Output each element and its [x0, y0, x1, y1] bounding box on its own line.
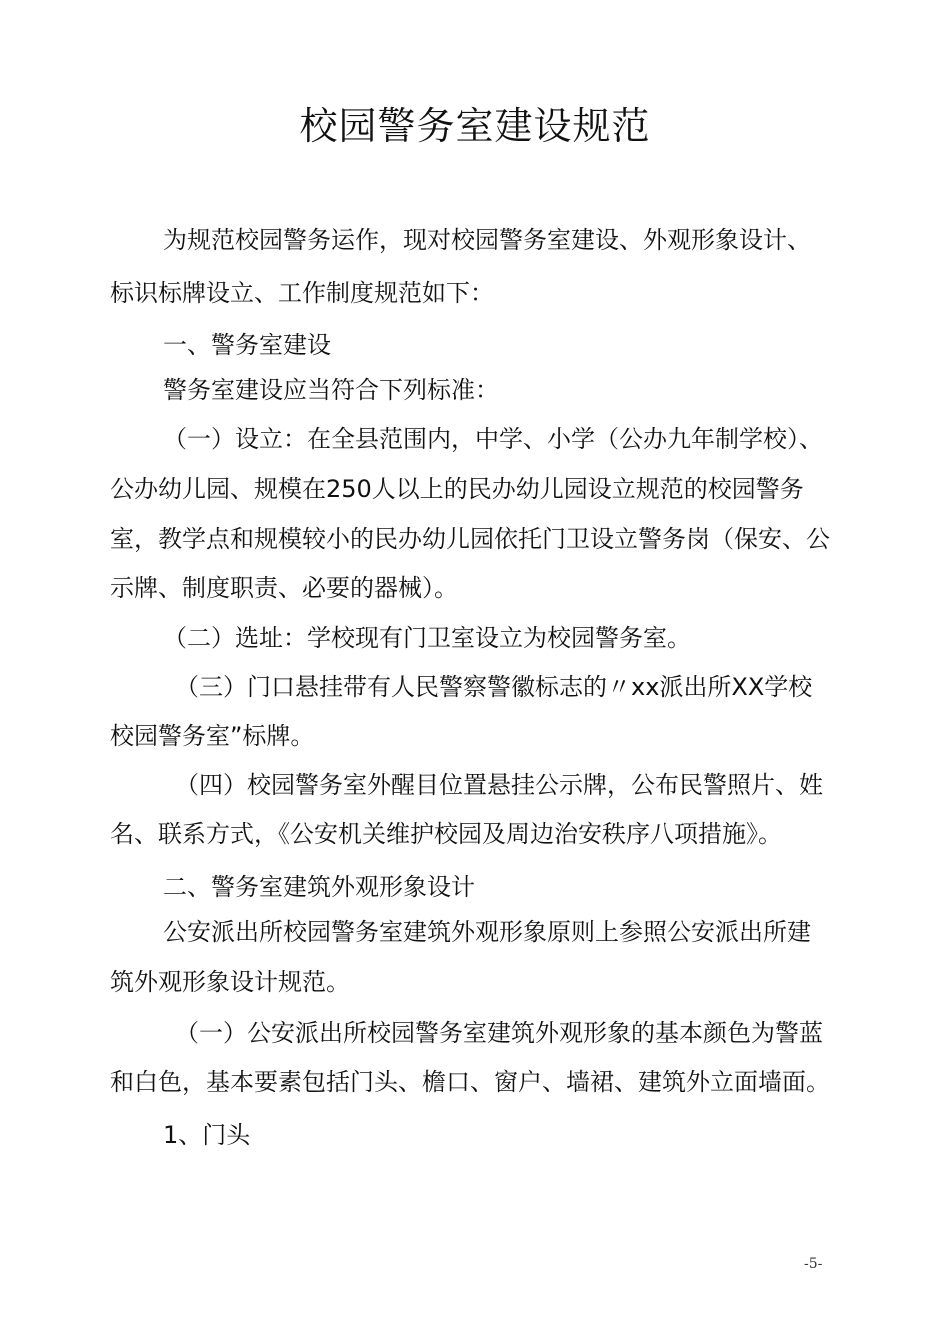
subsection-heading: 1、门头: [163, 1121, 251, 1149]
paragraph-line: （二）选址：学校现有门卫室设立为校园警务室。: [163, 624, 691, 652]
paragraph-line: 和白色，基本要素包括门头、檐口、窗户、墙裙、建筑外立面墙面。: [110, 1068, 830, 1096]
paragraph-line: （四）校园警务室外醒目位置悬挂公示牌，公布民警照片、姓: [175, 771, 823, 799]
paragraph-line: 警务室建设应当符合下列标准：: [163, 376, 499, 404]
section-heading: 二、警务室建筑外观形象设计: [163, 873, 475, 901]
paragraph-line: 名、联系方式，《公安机关维护校园及周边治安秩序八项措施》。: [110, 820, 782, 848]
document-title: 校园警务室建设规范: [299, 104, 651, 148]
paragraph-line: 筑外观形象设计规范。: [110, 968, 350, 996]
paragraph-line: 示牌、制度职责、必要的器械）。: [110, 574, 458, 602]
section-heading: 一、警务室建设: [163, 331, 331, 359]
paragraph-line: 标识标牌设立、工作制度规范如下：: [110, 279, 494, 307]
paragraph-line: 室，教学点和规模较小的民办幼儿园依托门卫设立警务岗（保安、公: [110, 525, 830, 553]
paragraph-line: （三）门口悬挂带有人民警察警徽标志的〃xx派出所XX学校: [175, 673, 813, 701]
page-number: -5-: [804, 1256, 823, 1272]
paragraph-line: 公安派出所校园警务室建筑外观形象原则上参照公安派出所建: [163, 918, 811, 946]
paragraph-line: （一）公安派出所校园警务室建筑外观形象的基本颜色为警蓝: [175, 1019, 823, 1047]
paragraph-line: 为规范校园警务运作，现对校园警务室建设、外观形象设计、: [163, 226, 811, 254]
paragraph-line: 公办幼儿园、规模在250人以上的民办幼儿园设立规范的校园警务: [110, 475, 804, 503]
paragraph-line: （一）设立：在全县范围内，中学、小学（公办九年制学校）、: [163, 425, 823, 453]
paragraph-line: 校园警务室”标牌。: [110, 722, 315, 750]
